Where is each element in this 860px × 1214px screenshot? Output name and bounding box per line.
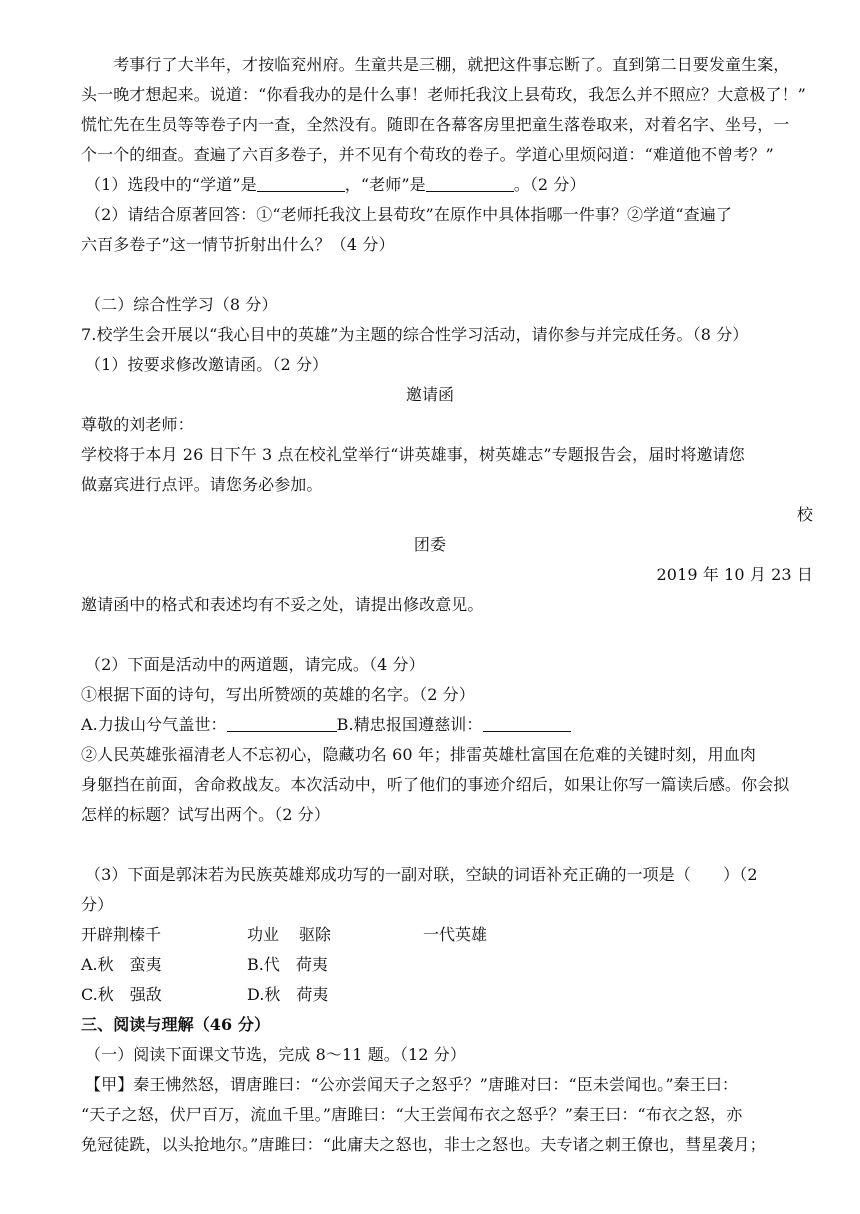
question-7-2-a-options [81,710,813,740]
answer-blank-laoshi[interactable] [426,173,514,192]
passage-line: 慌忙先在生员等等卷子内一查，全然没有。随即在各幕客房里把童生落卷取来，对着名字、坐号，一 [81,115,790,134]
passage-line: 考事行了大半年，才按临兖州府。生童共是三棚，就把这件事忘断了。直到第二日要发童生案， [81,55,790,74]
letter-date: 2019 年 10 月 23 日 [656,565,813,584]
question-6-2-line: （2）请结合原著回答：①“老师托我汶上县荀玫”在原作中具体指哪一件事？②学道“查遍了 [85,205,732,224]
letter-body-line: 做嘉宾进行点评。请您务必参加。 [81,475,323,494]
letter-salutation: 尊敬的刘老师： [81,415,194,434]
couplet-part: 开辟荆榛千 [81,925,162,944]
choice-option-a[interactable]: A.秋 蛮夷 [81,955,162,974]
question-7-2-a: ①根据下面的诗句，写出所赞颂的英雄的名字。（2 分） [81,685,475,704]
question-6-1-part-c: 。（2 分） [513,175,586,194]
passage-line: 头一晚才想起来。说道：“你看我办的是什么事！老师托我汶上县荀玫，我怎么并不照应？大意极了！” [81,85,806,104]
question-6-1-part-b: ，“老师”是 [344,175,426,194]
passage-jia-line: 【甲】秦王怫然怒，谓唐雎曰：“公亦尝闻天子之怒乎？”唐雎对曰：“臣未尝闻也。”秦王曰： [85,1075,739,1094]
question-6-2-line: 六百多卷子”这一情节折射出什么？（4 分） [81,235,395,254]
choice-option-b[interactable]: B.代 荷夷 [247,955,328,974]
question-7-3-line: 分） [81,895,114,914]
couplet-part: 功业 [247,925,280,944]
passage-jia-line: “天子之怒，伏尸百万，流血千里。”唐雎曰：“大王尝闻布衣之怒乎？”秦王曰：“布衣之怒，亦 [81,1105,743,1124]
question-7: 7.校学生会开展以“我心目中的英雄”为主题的综合性学习活动，请你参与并完成任务。（8 分） [81,325,749,344]
question-6-1-part-a: （1）选段中的“学道”是 [85,175,257,194]
passage-line: 个一个的细查。查遍了六百多卷子，并不见有个荀玫的卷子。学道心里烦闷道：“难道他不曾考？” [81,145,774,164]
answer-blank-xuedao[interactable] [257,173,345,192]
option-b-label: B.精忠报国遵慈训： [336,715,483,734]
option-a-label: A.力拔山兮气盖世： [81,715,227,734]
letter-title: 邀请函 [405,385,455,404]
answer-blank-b[interactable] [483,713,571,732]
couplet-part: 驱除 [299,925,332,944]
question-7-1-task: 邀请函中的格式和表述均有不妥之处，请提出修改意见。 [81,595,484,614]
question-7-2-b-line: ②人民英雄张福清老人不忘初心，隐藏功名 60 年；排雷英雄杜富国在危难的关键时刻，用血肉 [81,745,756,764]
letter-signature-league: 团委 [413,535,447,554]
section-heading-comprehensive: （二）综合性学习（8 分） [85,295,278,314]
question-7-1: （1）按要求修改邀请函。（2 分） [85,355,329,374]
question-7-2-b-line: 怎样的标题？试写出两个。（2 分） [81,805,330,824]
passage-jia-line: 免冠徒跣，以头抢地尔。”唐雎曰：“此庸夫之怒也，非士之怒也。夫专诸之刺王僚也，彗星袭月； [81,1135,766,1154]
choice-option-c[interactable]: C.秋 强敌 [81,985,162,1004]
section-heading-reading: 三、阅读与理解（46 分） [81,1015,271,1034]
question-7-2: （2）下面是活动中的两道题，请完成。（4 分） [85,655,425,674]
answer-blank-a[interactable] [227,713,337,732]
subsection-heading: （一）阅读下面课文节选，完成 8～11 题。（12 分） [85,1045,466,1064]
question-7-2-b-line: 身躯挡在前面，舍命救战友。本次活动中，听了他们的事迹介绍后，如果让你写一篇读后感。你会拟 [81,775,790,794]
question-7-3-line: （3）下面是郭沫若为民族英雄郑成功写的一副对联，空缺的词语补充正确的一项是（ ）（2 [85,865,758,884]
letter-signature-school: 校 [796,505,813,524]
couplet-part: 一代英雄 [423,925,488,944]
letter-body-line: 学校将于本月 26 日下午 3 点在校礼堂举行“讲英雄事，树英雄志”专题报告会，届时将邀请您 [81,445,745,464]
question-6-1 [85,170,817,200]
choice-option-d[interactable]: D.秋 荷夷 [247,985,329,1004]
